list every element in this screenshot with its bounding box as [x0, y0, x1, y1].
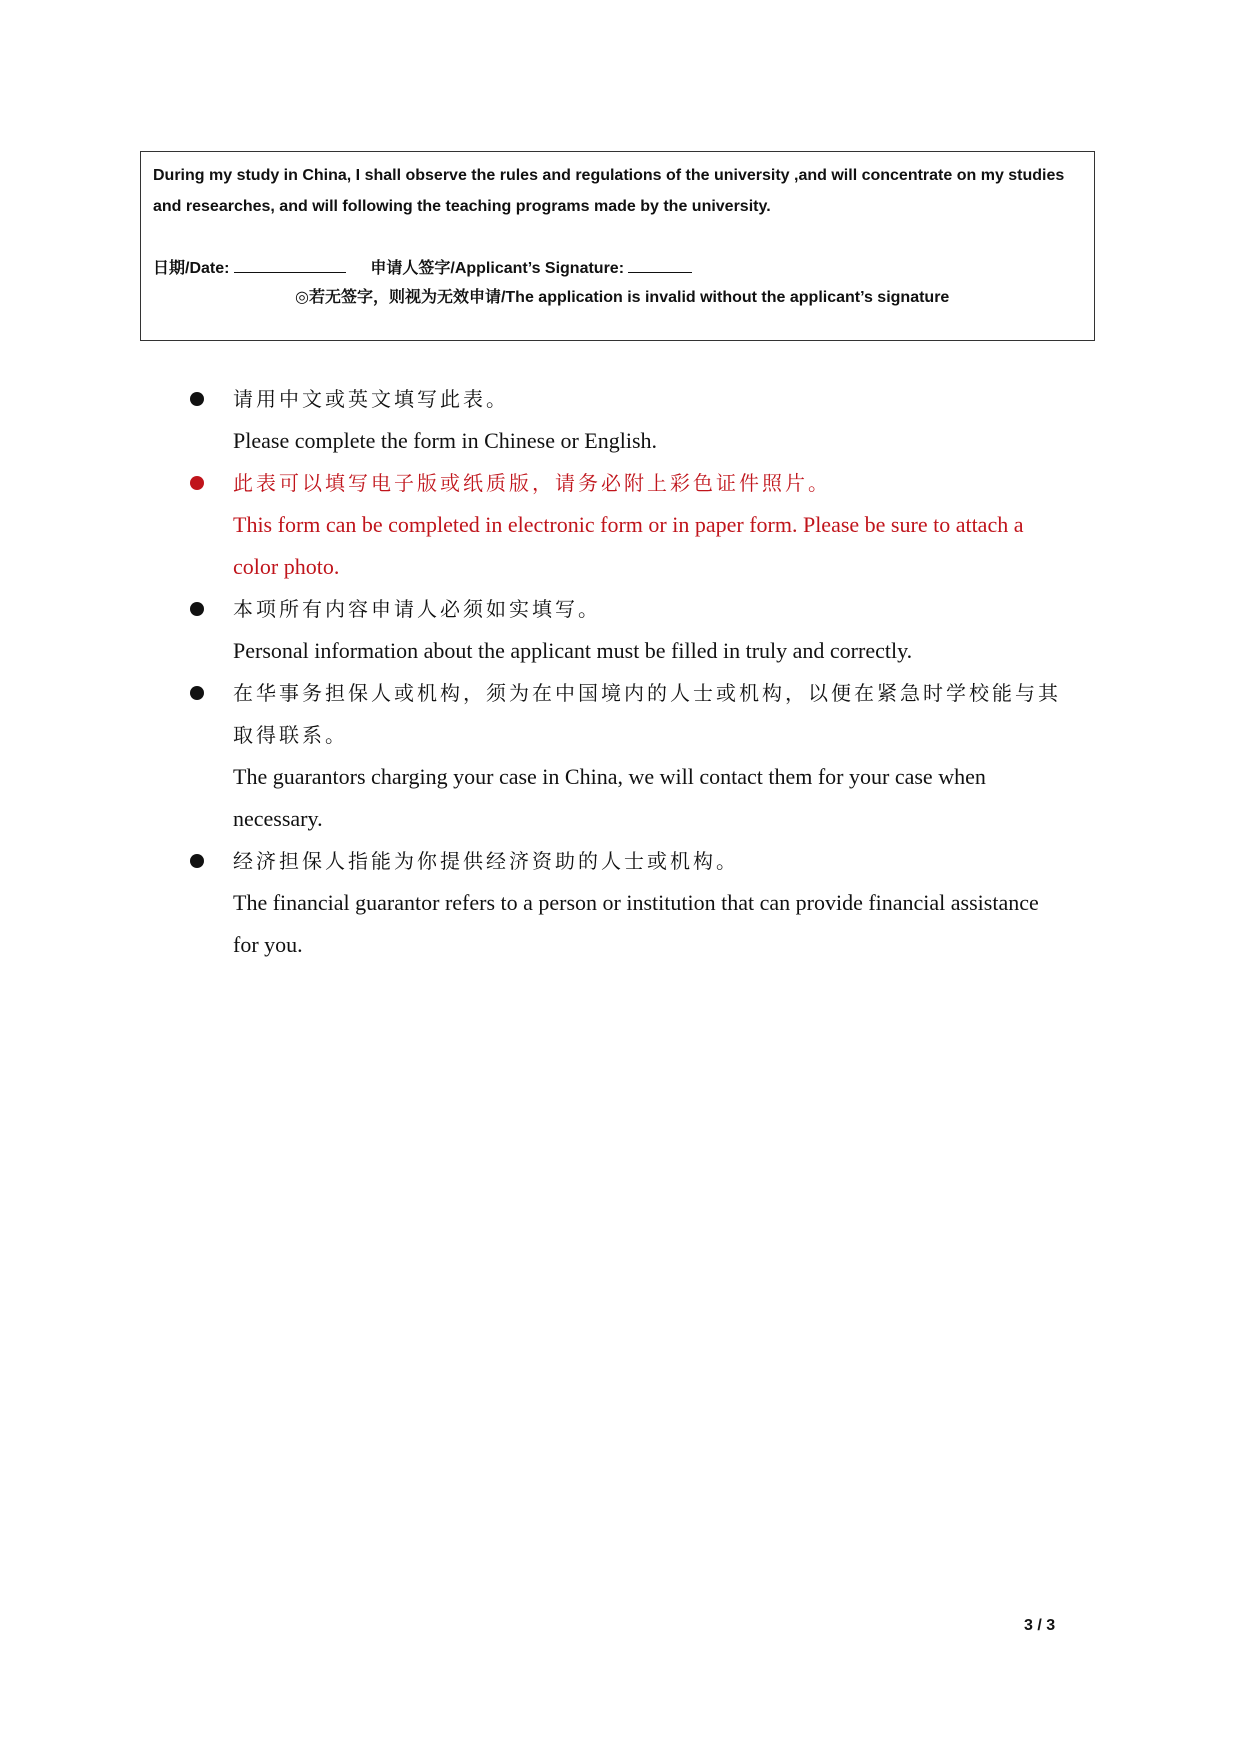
page-number: 3 / 3 [1024, 1617, 1056, 1634]
date-blank-line[interactable] [234, 254, 346, 273]
declaration-statement: During my study in China, I shall observe the rules and regulations of the university ,and will concentrate on my studies and researches, and will following the teaching programs made by the university. [153, 167, 1065, 215]
bullet-icon [190, 392, 204, 406]
list-item [0, 672, 1063, 840]
signature-row [153, 254, 692, 282]
bullet-icon [190, 854, 204, 868]
instructions-list [0, 378, 1240, 966]
list-item [0, 840, 1063, 966]
note-english: Please complete the form in Chinese or English. [233, 428, 658, 453]
declaration-box [140, 151, 1095, 341]
list-item [0, 588, 1063, 672]
signature-notice: ◎若无签字，则视为无效申请/The application is invalid without the applicant’s signature [295, 289, 950, 306]
note-english: This form can be completed in electronic form or in paper form. Please be sure to attach a color photo. [233, 512, 1024, 579]
note-chinese: 请用中文或英文填写此表。 [233, 387, 509, 411]
note-english: Personal information about the applicant must be filled in truly and correctly. [233, 638, 913, 663]
note-chinese: 经济担保人指能为你提供经济资助的人士或机构。 [233, 849, 739, 873]
bullet-icon [190, 686, 204, 700]
bullet-icon [190, 476, 204, 490]
note-english: The guarantors charging your case in China, we will contact them for your case when necessary. [233, 764, 986, 831]
date-label: 日期/Date: [153, 260, 230, 277]
list-item [0, 378, 1063, 462]
signature-blank-line[interactable] [628, 254, 692, 273]
note-chinese: 本项所有内容申请人必须如实填写。 [233, 597, 601, 621]
list-item [0, 462, 1063, 588]
note-english: The financial guarantor refers to a person or institution that can provide financial assistance for you. [233, 890, 1039, 957]
note-chinese: 此表可以填写电子版或纸质版，请务必附上彩色证件照片。 [233, 471, 831, 495]
note-chinese: 在华事务担保人或机构，须为在中国境内的人士或机构，以便在紧急时学校能与其取得联系。 [233, 681, 1061, 747]
signature-label: 申请人签字/Applicant’s Signature: [370, 260, 625, 277]
bullet-icon [190, 602, 204, 616]
